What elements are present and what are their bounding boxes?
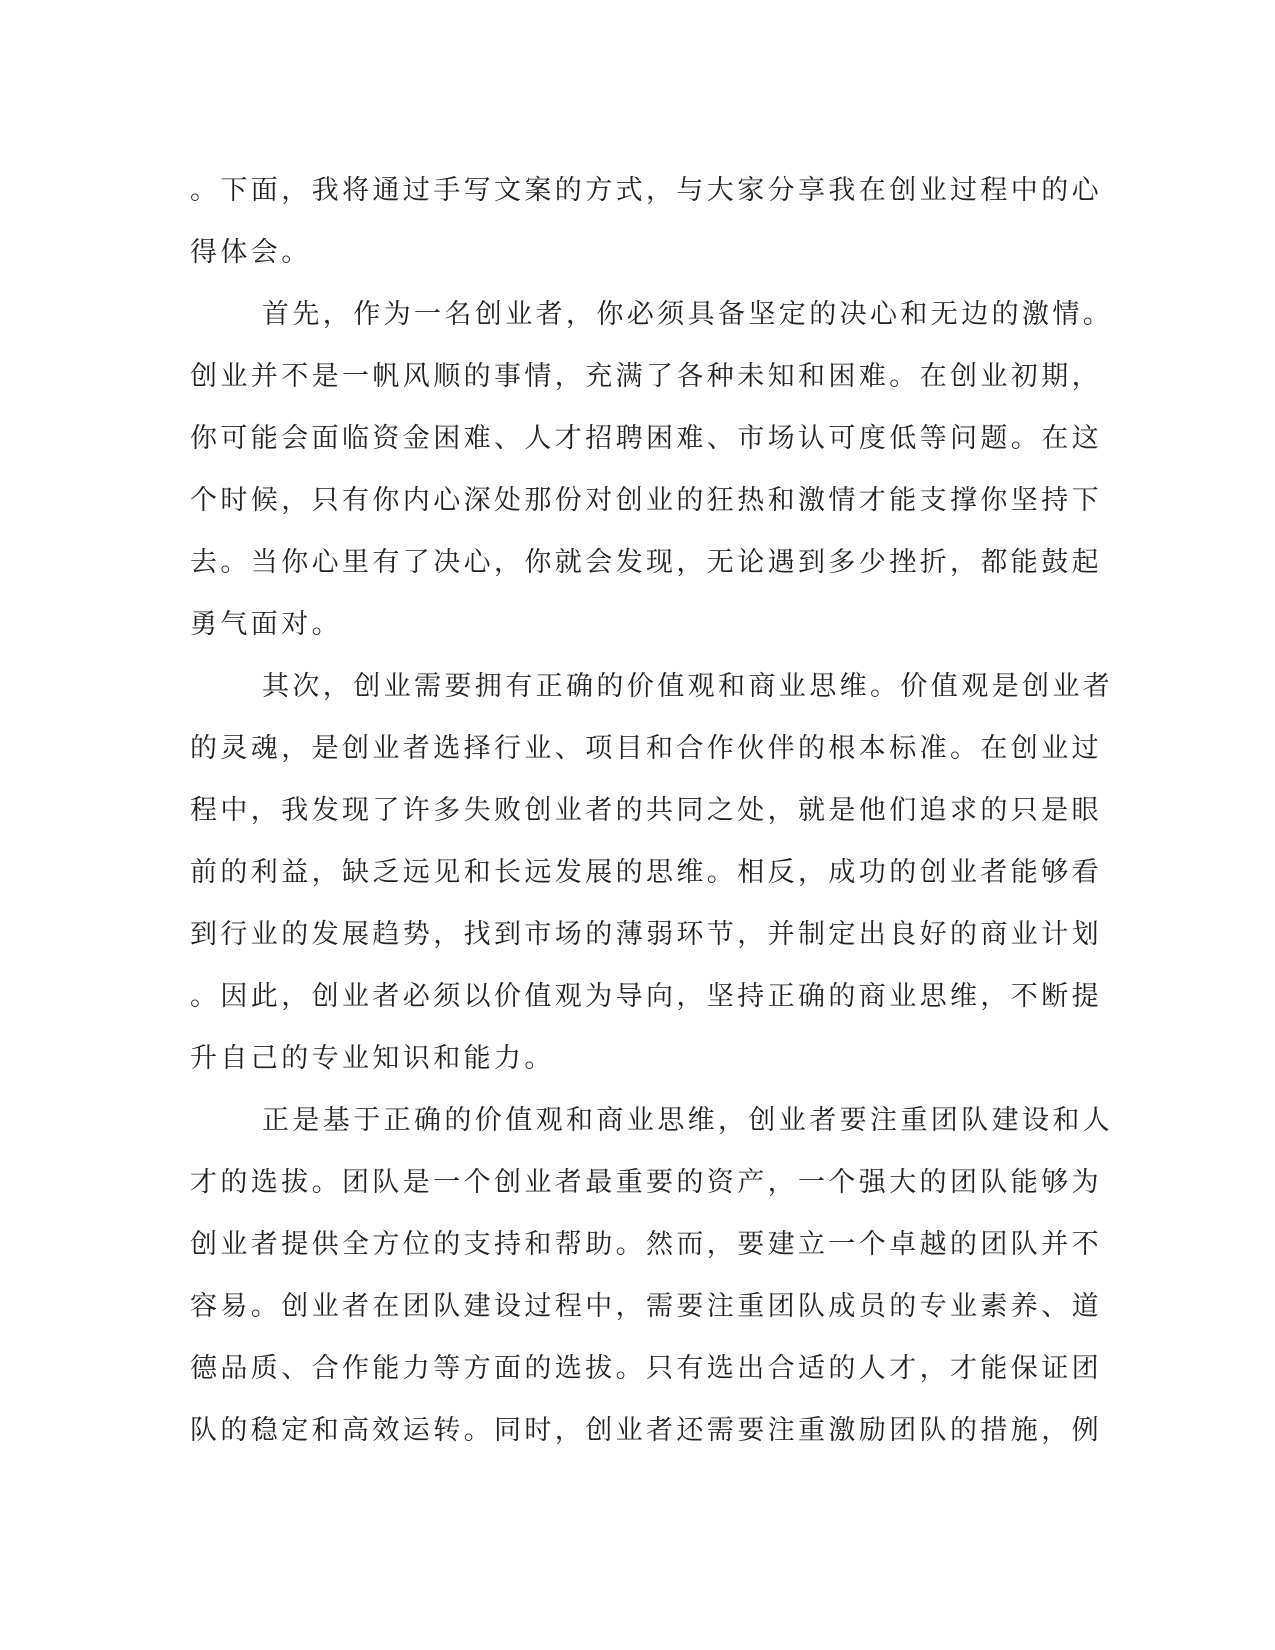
text-line: 勇气面对。 <box>190 609 342 640</box>
text-line: 。下面，我将通过手写文案的方式，与大家分享我在创业过程中的心 <box>190 175 1102 206</box>
text-line: 其次，创业需要拥有正确的价值观和商业思维。价值观是创业者 <box>262 671 1114 702</box>
text-line: 正是基于正确的价值观和商业思维，创业者要注重团队建设和人 <box>262 1105 1114 1136</box>
text-line: 的灵魂，是创业者选择行业、项目和合作伙伴的根本标准。在创业过 <box>190 733 1102 764</box>
text-line: 去。当你心里有了决心，你就会发现，无论遇到多少挫折，都能鼓起 <box>190 547 1102 578</box>
body-text <box>190 160 1114 1462</box>
text-line: 才的选拔。团队是一个创业者最重要的资产，一个强大的团队能够为 <box>190 1167 1102 1198</box>
text-line: 到行业的发展趋势，找到市场的薄弱环节，并制定出良好的商业计划 <box>190 919 1102 950</box>
text-line: 前的利益，缺乏远见和长远发展的思维。相反，成功的创业者能够看 <box>190 857 1102 888</box>
text-line: 。因此，创业者必须以价值观为导向，坚持正确的商业思维，不断提 <box>190 981 1102 1012</box>
text-line: 创业并不是一帆风顺的事情，充满了各种未知和困难。在创业初期， <box>190 361 1102 392</box>
text-line: 你可能会面临资金困难、人才招聘困难、市场认可度低等问题。在这 <box>190 423 1102 454</box>
text-line: 升自己的专业知识和能力。 <box>190 1043 555 1074</box>
text-line: 德品质、合作能力等方面的选拔。只有选出合适的人才，才能保证团 <box>190 1353 1102 1384</box>
text-line: 得体会。 <box>190 237 312 268</box>
text-line: 个时候，只有你内心深处那份对创业的狂热和激情才能支撑你坚持下 <box>190 485 1102 516</box>
text-line: 创业者提供全方位的支持和帮助。然而，要建立一个卓越的团队并不 <box>190 1229 1102 1260</box>
text-line: 容易。创业者在团队建设过程中，需要注重团队成员的专业素养、道 <box>190 1291 1102 1322</box>
text-line: 首先，作为一名创业者，你必须具备坚定的决心和无边的激情。 <box>262 299 1114 330</box>
text-line: 程中，我发现了许多失败创业者的共同之处，就是他们追求的只是眼 <box>190 795 1102 826</box>
text-line: 队的稳定和高效运转。同时，创业者还需要注重激励团队的措施，例 <box>190 1415 1102 1446</box>
